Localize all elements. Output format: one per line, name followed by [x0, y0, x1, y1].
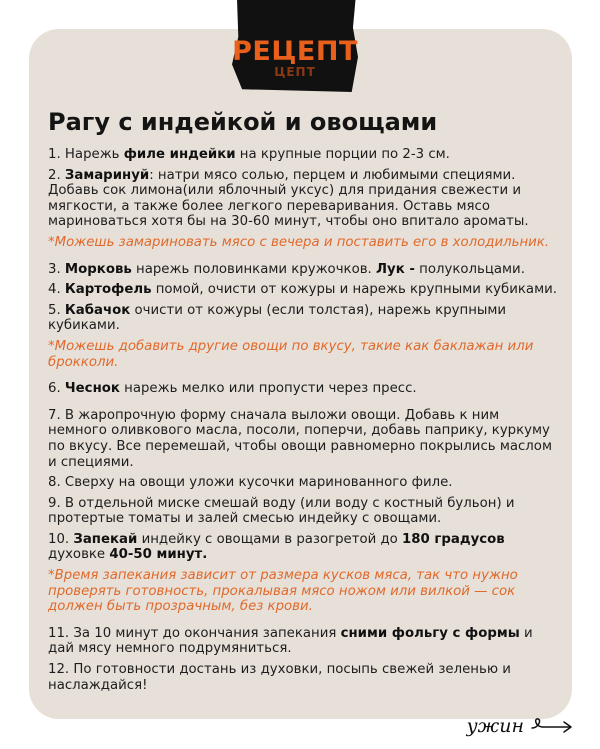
step-8: 8. Сверху на овощи уложи кусочки маринованного филе.	[48, 475, 453, 491]
recipe-badge-title: РЕЦЕПТ	[232, 36, 358, 67]
step-3: 3. Морковь нарежь половинками кружочков. Лук - полукольцами.	[48, 261, 525, 277]
recipe-title: Рагу с индейкой и овощами	[48, 108, 438, 136]
footer-label: ужин	[466, 715, 524, 737]
tip-baking-time: *Время запекания зависит от размера кусков мяса, так что нужно проверять готовность, прокалывая мясо ножом или вилкой — сок должен быть прозрачным, без крови.	[48, 568, 518, 615]
step-12: 12. По готовности достань из духовки, посыпь свежей зеленью и наслаждайся!	[48, 662, 511, 693]
step-10: 10. Запекай индейку с овощами в разогретой до 180 градусов духовке 40-50 минут.	[48, 531, 505, 563]
step-7: 7. В жаропрочную форму сначала выложи овощи. Добавь к ним немного оливкового масла, посоли, поперчи, добавь паприку, куркуму по вкусу. Все перемешай, чтобы овощи равномерно покрылись маслом и специями.	[48, 407, 552, 470]
step-4: 4. Картофель помой, очисти от кожуры и нарежь крупными кубиками.	[48, 282, 557, 298]
footer-category	[467, 715, 574, 737]
step-6: 6. Чеснок нарежь мелко или пропусти через пресс.	[48, 381, 417, 397]
recipe-badge-echo: ЦЕПТ	[274, 65, 316, 79]
tip-marinate: *Можешь замариновать мясо с вечера и поставить его в холодильник.	[48, 234, 550, 250]
step-1: 1. Нарежь филе индейки на крупные порции по 2-3 см.	[48, 147, 450, 162]
step-2: 2. Замаринуй: натри мясо солью, перцем и любимыми специями. Добавь сок лимона(или яблочный уксус) для придания свежести и мягкости, а также более легкого переваривания. Оставь мясо мариноваться хотя бы на 30-60 минут, чтобы оно впитало ароматы.	[48, 167, 529, 230]
recipe-steps	[48, 147, 558, 698]
tip-other-vegetables: *Можешь добавить другие овощи по вкусу, такие как баклажан или брокколи.	[48, 338, 534, 370]
swirl-arrow-icon	[530, 716, 574, 736]
step-5: 5. Кабачок очисти от кожуры (если толстая), нарежь крупными кубиками.	[48, 302, 507, 334]
step-9: 9. В отдельной миске смешай воду (или воду с костный бульон) и протертые томаты и залей смесью индейку с овощами.	[48, 495, 515, 527]
step-11: 11. За 10 минут до окончания запекания сними фольгу с формы и дай мясу немного подрумяниться.	[48, 625, 533, 657]
